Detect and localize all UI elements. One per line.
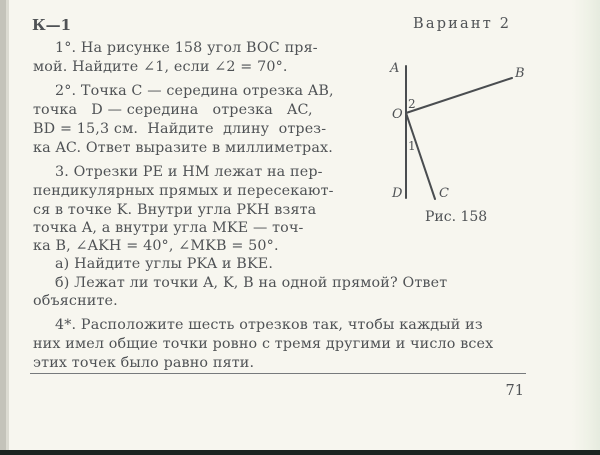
problem-3-part-a: а) Найдите углы PKA и BKE. <box>55 256 274 272</box>
problem-3-line-4: точка A, а внутри угла MKE — точ- <box>33 220 304 236</box>
problem-3-part-b: б) Лежат ли точки A, K, B на одной прямой? Ответ <box>55 275 448 291</box>
scan-bottom-edge <box>0 450 600 455</box>
problem-2-line-4: ка AC. Ответ выразите в миллиметрах. <box>33 140 333 156</box>
problem-3-line-5: ка B, ∠AKH = 40°, ∠MKB = 50°. <box>33 238 279 254</box>
ray-OB <box>406 78 512 113</box>
problem-2-line-3: BD = 15,3 см. Найдите длину отрез- <box>33 121 327 137</box>
figure-caption: Рис. 158 <box>425 209 488 225</box>
problem-2-line-2: точка D — середина отрезка AC, <box>33 102 313 118</box>
problem-1-line-2: мой. Найдите ∠1, если ∠2 = 70°. <box>33 59 288 75</box>
variant-title: Вариант 2 <box>413 16 512 32</box>
label-B: B <box>515 66 525 81</box>
label-O: O <box>392 107 403 122</box>
label-D: D <box>392 186 403 201</box>
label-angle-2: 2 <box>408 97 416 111</box>
problem-3-line-3: ся в точке K. Внутри угла PKH взята <box>33 202 317 218</box>
page-number: 71 <box>505 383 524 399</box>
label-angle-1: 1 <box>408 139 416 153</box>
problem-4-line-3: этих точек было равно пяти. <box>33 355 255 371</box>
problem-4-line-2: них имел общие точки ровно с тремя другими и число всех <box>33 336 494 352</box>
label-A: A <box>390 61 400 76</box>
label-C: C <box>439 186 449 201</box>
problem-2-line-1: 2°. Точка C — середина отрезка AB, <box>55 83 334 99</box>
ray-OC <box>406 113 435 199</box>
problem-1-line-1: 1°. На рисунке 158 угол BOC пря- <box>55 40 318 56</box>
problem-3-line-2: пендикулярных прямых и пересекают- <box>33 183 334 199</box>
problem-3-part-b-cont: объясните. <box>33 293 118 309</box>
problem-4-line-1: 4*. Расположите шесть отрезков так, чтобы каждый из <box>55 317 483 333</box>
footer-rule <box>30 373 526 374</box>
problem-3-line-1: 3. Отрезки PE и HM лежат на пер- <box>55 164 323 180</box>
section-title: К—1 <box>32 16 72 34</box>
